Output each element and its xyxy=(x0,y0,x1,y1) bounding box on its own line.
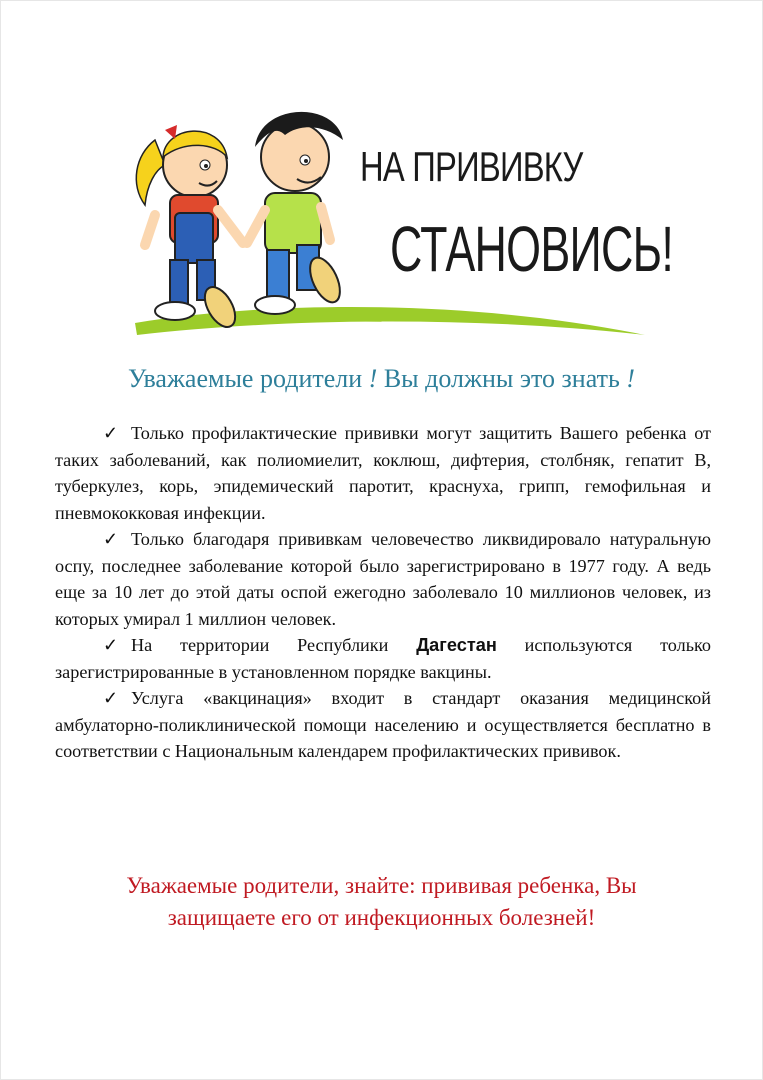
info-item-3-text-before: На территории Республики xyxy=(131,635,389,655)
subtitle-main: Уважаемые родители xyxy=(128,364,363,393)
info-item-3 xyxy=(55,632,711,685)
info-item-3-text-after: используются только зарегистрированные в установленном порядке вакцины. xyxy=(55,635,712,682)
info-item-4-text: Услуга «вакцинация» входит в стандарт оказания медицинской амбулаторно-поликлинической помощи населению и осуществляется бесплатно в соответствии с Национальным календарем профилактических прививок. xyxy=(55,688,711,761)
children-illustration xyxy=(125,95,355,335)
checkmark-icon: ✓ xyxy=(103,423,119,443)
checkmark-icon: ✓ xyxy=(103,529,119,549)
subtitle-exclamation-2: ! xyxy=(626,364,635,393)
slogan-line-1: НА ПРИВИВКУ xyxy=(360,143,583,190)
info-item-1 xyxy=(55,420,711,526)
slogan-line-2: СТАНОВИСЬ! xyxy=(390,213,674,285)
info-list xyxy=(55,420,711,765)
region-name: Дагестан xyxy=(416,635,497,655)
checkmark-icon: ✓ xyxy=(103,635,119,655)
girl-figure xyxy=(136,125,243,332)
info-item-2 xyxy=(55,526,711,632)
footer-line-2: защищаете его от инфекционных болезней! xyxy=(167,905,596,930)
subtitle-exclamation-1: ! xyxy=(368,364,378,393)
boy-figure xyxy=(247,112,346,314)
info-item-2-text: Только благодаря прививкам человечество ликвидировало натуральную оспу, последнее заболевание которой было зарегистрировано в 1977 году. А ведь еще за 10 лет до этой даты оспой ежегодно заболевало 10 миллионов человек, из которых умирал 1 миллион человек. xyxy=(55,529,711,629)
subtitle xyxy=(0,364,763,394)
poster-header xyxy=(125,95,674,345)
checkmark-icon: ✓ xyxy=(103,688,119,708)
footer-line-1: Уважаемые родители, знайте: прививая ребенка, Вы xyxy=(126,873,637,898)
footer-message xyxy=(40,870,723,934)
info-item-4 xyxy=(55,685,711,765)
subtitle-rest: Вы должны это знать xyxy=(383,364,620,393)
info-item-1-text: Только профилактические прививки могут защитить Вашего ребенка от таких заболеваний, как полиомиелит, коклюш, дифтерия, столбняк, гепатит В, туберкулез, корь, эпидемический паротит, краснуха, грипп, гемофильная и пневмококковая инфекции. xyxy=(55,423,711,523)
